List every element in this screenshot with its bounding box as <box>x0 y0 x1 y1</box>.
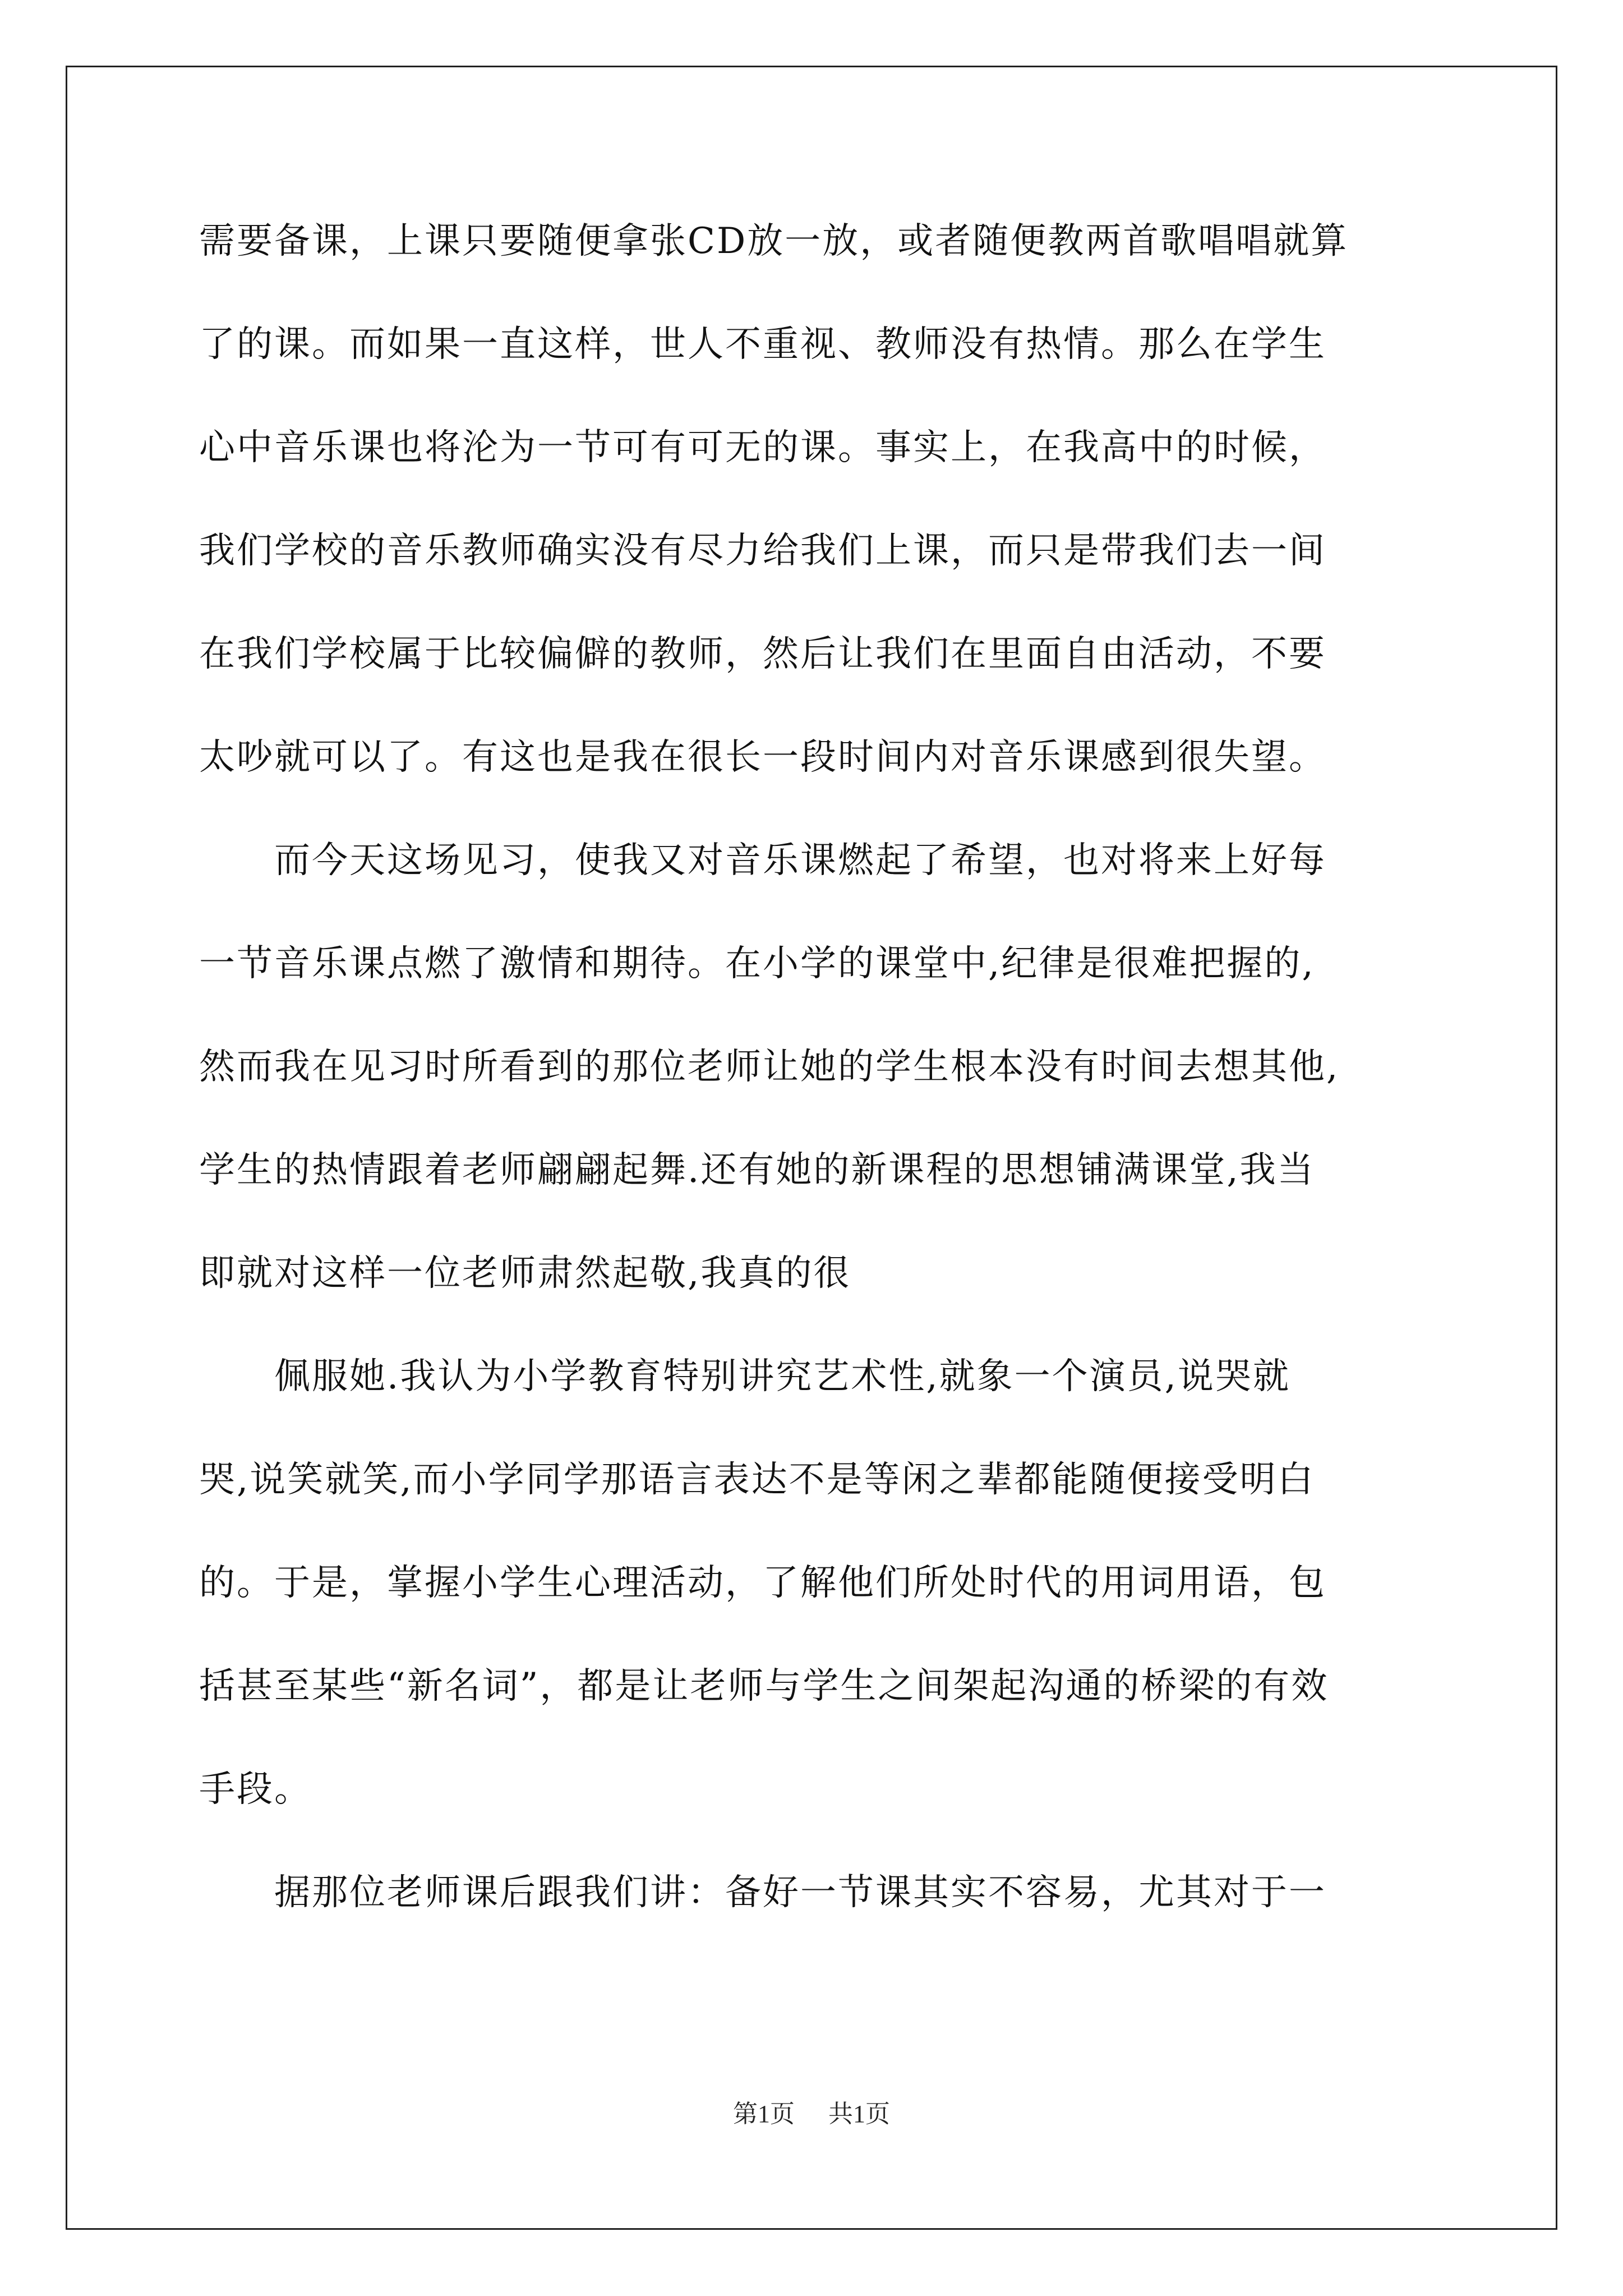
page-total: 共1页 <box>828 2100 890 2128</box>
text-line: 佩服她.我认为小学教育特别讲究艺术性,就象一个演员,说哭就 <box>199 1356 1291 1397</box>
text-line: 一节音乐课点燃了激情和期待。在小学的课堂中,纪律是很难把握的, <box>199 943 1315 984</box>
page-footer <box>0 2093 1623 2129</box>
page-number: 第1页 <box>733 2100 795 2128</box>
text-line: 心中音乐课也将沦为一节可有可无的课。事实上，在我高中的时候， <box>199 427 1326 468</box>
text-line: 据那位老师课后跟我们讲：备好一节课其实不容易，尤其对于一 <box>199 1872 1326 1913</box>
text-line: 在我们学校属于比较偏僻的教师，然后让我们在里面自由活动，不要 <box>199 633 1326 675</box>
text-line: 学生的热情跟着老师翩翩起舞.还有她的新课程的思想铺满课堂,我当 <box>199 1149 1315 1191</box>
text-line: 太吵就可以了。有这也是我在很长一段时间内对音乐课感到很失望。 <box>199 737 1326 778</box>
text-line: 了的课。而如果一直这样，世人不重视、教师没有热情。那么在学生 <box>199 324 1326 365</box>
text-line: 需要备课，上课只要随便拿张CD放一放，或者随便教两首歌唱唱就算 <box>199 220 1349 262</box>
text-line: 哭,说笑就笑,而小学同学那语言表达不是等闲之辈都能随便接受明白 <box>199 1459 1315 1501</box>
text-line: 然而我在见习时所看到的那位老师让她的学生根本没有时间去想其他, <box>199 1046 1340 1088</box>
text-line: 我们学校的音乐教师确实没有尽力给我们上课，而只是带我们去一间 <box>199 530 1326 572</box>
text-line: 手段。 <box>199 1769 312 1810</box>
document-body <box>199 213 1433 1968</box>
text-line: 括甚至某些“新名词”，都是让老师与学生之间架起沟通的桥梁的有效 <box>199 1665 1329 1707</box>
text-line: 的。于是，掌握小学生心理活动，了解他们所处时代的用词用语，包 <box>199 1562 1326 1604</box>
text-line: 而今天这场见习，使我又对音乐课燃起了希望，也对将来上好每 <box>199 840 1326 881</box>
text-line: 即就对这样一位老师肃然起敬,我真的很 <box>199 1253 851 1294</box>
